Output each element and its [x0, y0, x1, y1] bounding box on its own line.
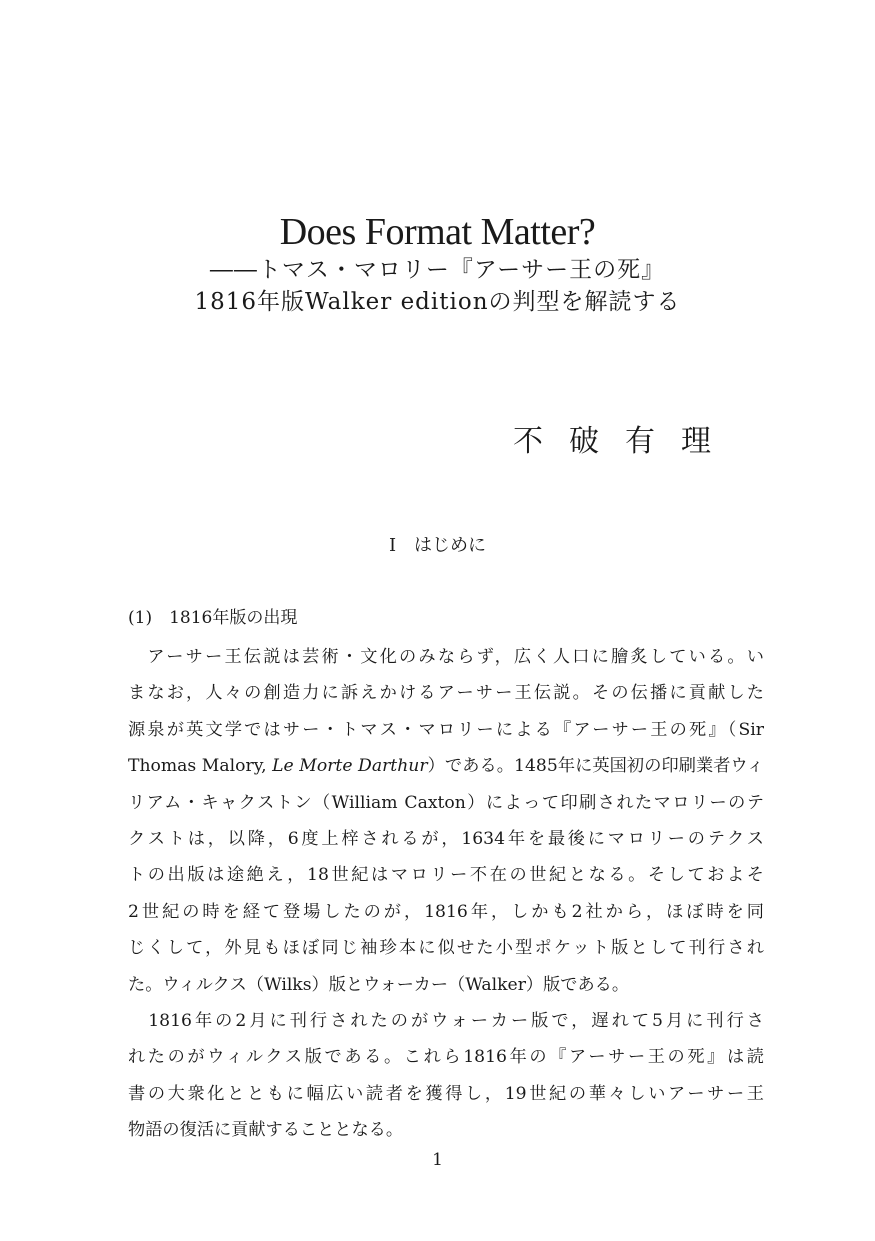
body-line: クストは，以降，6度上梓されるが，1634年を最後にマロリーのテクス: [128, 828, 764, 849]
page-number: 1: [432, 1150, 443, 1170]
body-line: れたのがウィルクス版である。これら1816年の『アーサー王の死』は読: [128, 1047, 764, 1068]
body-line: トの出版は途絶え，18世紀はマロリー不在の世紀となる。そしておよそ: [128, 865, 764, 886]
body-line: リアム・キャクストン（William Caxton）によって印刷されたマロリーのテ: [128, 792, 764, 813]
body-text-run: Thomas Malory,: [128, 756, 273, 777]
body-line: た。ウィルクス（Wilks）版とウォーカー（Walker）版である。: [128, 974, 630, 995]
body-line: 書の大衆化とともに幅広い読者を獲得し，19世紀の華々しいアーサー王: [128, 1083, 764, 1104]
title-block: [0, 210, 875, 318]
body-text-run: ）である。1485年に英国初の印刷業者ウィ: [427, 756, 764, 777]
body-line: 源泉が英文学ではサー・トマス・マロリーによる『アーサー王の死』（Sir: [128, 719, 764, 740]
body-line: 2世紀の時を経て登場したのが，1816年，しかも2社から，ほぼ時を同: [128, 901, 764, 922]
paper-title: Does Format Matter?: [279, 211, 596, 253]
subsection-heading: (1) 1816年版の出現: [128, 608, 298, 628]
body-line: [128, 748, 764, 784]
italic-work-title: Le Morte Darthur: [272, 756, 428, 777]
body-line: まなお，人々の創造力に訴えかけるアーサー王伝説。その伝播に貢献した: [128, 683, 764, 704]
body-text: [128, 639, 764, 1148]
author-name: 不破有理: [513, 424, 737, 459]
section-heading: I はじめに: [388, 535, 487, 556]
subtitle-line-2: 1816年版Walker editionの判型を解読する: [194, 289, 681, 315]
body-line: 1816年の2月に刊行されたのがウォーカー版で，遅れて5月に刊行さ: [128, 1010, 764, 1031]
body-line: アーサー王伝説は芸術・文化のみならず，広く人口に膾炙している。い: [128, 647, 764, 667]
subtitle-line-1: ――トマス・マロリー『アーサー王の死』: [209, 257, 666, 283]
body-line: 物語の復活に貢献することとなる。: [128, 1120, 404, 1141]
body-line: じくして，外見もほぼ同じ袖珍本に似せた小型ポケット版として刊行され: [128, 938, 764, 959]
